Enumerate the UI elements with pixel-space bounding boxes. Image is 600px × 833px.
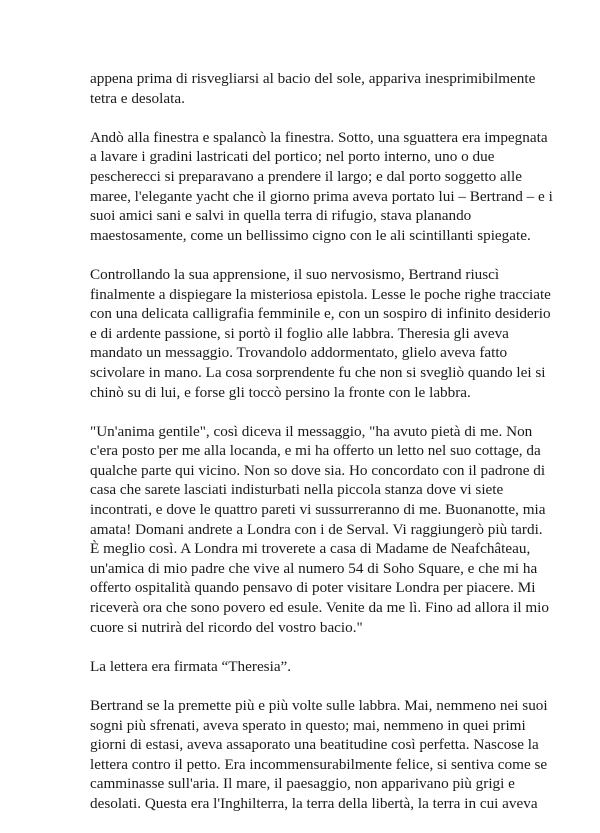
text-line: appena prima di risvegliarsi al bacio del sole, appariva inesprimibilmente (90, 70, 536, 87)
text-line: È meglio così. A Londra mi troverete a casa di Madame de Neafchâteau, (90, 540, 531, 558)
text-line: casa che sarete lasciati indisturbati nella piccola stanza dove vi siete (90, 481, 504, 499)
text-line: sogni più sfrenati, aveva sperato in questo; mai, nemmeno in quei primi (90, 716, 526, 734)
paragraph (90, 696, 548, 814)
text-line: con una delicata calligrafia femminile e, con un sospiro di infinito desiderio (90, 305, 551, 323)
document-body (90, 69, 553, 833)
text-line: mandato un messaggio. Trovandolo addormentato, glielo aveva fatto (90, 344, 508, 362)
text-line: Controllando la sua apprensione, il suo nervosismo, Bertrand riuscì (90, 265, 500, 283)
text-line: Bertrand se la premette più e più volte sulle labbra. Mai, nemmeno nei suoi (90, 697, 548, 714)
text-line: un'amica di mio padre che vive al numero 54 di Soho Square, e che mi ha (90, 559, 538, 577)
text-line: amata! Domani andrete a Londra con i de Serval. Vi raggiungerò più tardi. (90, 520, 543, 538)
text-line: offerto ospitalità quando pensavo di poter visitare Londra per piacere. Mi (90, 579, 536, 597)
text-line: a lavare i gradini lastricati del portico; nel porto interno, uno o due (90, 148, 495, 166)
text-line: maestosamente, come un bellissimo cigno con le ali scintillanti spiegate. (90, 226, 531, 244)
text-line: maree, l'elegante yacht che il giorno prima aveva portato lui – Bertrand – e i (90, 187, 553, 205)
paragraph (90, 69, 536, 108)
text-line: c'era posto per me alla locanda, e mi ha offerto un letto nel suo cottage, da (90, 442, 541, 460)
text-line: pescherecci si preparavano a prendere il largo; e dal porto soggetto alle (90, 167, 522, 185)
text-line: suoi amici sani e salvi in quella terra di rifugio, stava planando (90, 207, 472, 225)
paragraph (90, 128, 553, 246)
paragraph (90, 265, 551, 402)
text-line: riceverà ora che sono povero ed esule. Venite da me lì. Fino ad allora il mio (90, 599, 549, 617)
text-line: lettera contro il petto. Era incommensurabilmente felice, si sentiva come se (90, 755, 548, 773)
paragraph (90, 657, 512, 677)
text-line: e di ardente passione, si portò il foglio alle labbra. Theresia gli aveva (90, 324, 509, 342)
text-line: cuore si nutrirà del ricordo del vostro bacio." (90, 618, 363, 636)
text-line: qualche parte qui vicino. Non so dove sia. Ho concordato con il padrone di (90, 461, 546, 479)
text-line: giorni di estasi, aveva assaporato una beatitudine così perfetta. Nascose la (90, 736, 539, 754)
text-line: chinò su di lui, e forse gli toccò persino la fronte con le labbra. (90, 383, 471, 401)
text-line: camminasse sull'aria. Il mare, il paesaggio, non apparivano più grigi e (90, 775, 515, 793)
text-line: finalmente a dispiegare la misteriosa epistola. Lesse le poche righe tracciate (90, 285, 551, 303)
text-line: La lettera era firmata “Theresia”. (90, 657, 292, 675)
text-line: tetra e desolata. (90, 89, 185, 107)
text-line: "Un'anima gentile", così diceva il messaggio, "ha avuto pietà di me. Non (90, 422, 533, 440)
paragraph (90, 422, 549, 638)
text-line: incontrati, e dove le quattro pareti vi sussurreranno di me. Buonanotte, mia (90, 501, 546, 519)
text-line: scivolare in mano. La cosa sorprendente fu che non si svegliò quando lei si (90, 363, 546, 381)
text-line: desolati. Questa era l'Inghilterra, la terra della libertà, la terra in cui aveva (90, 794, 538, 812)
text-line: Andò alla finestra e spalancò la finestra. Sotto, una sguattera era impegnata (90, 128, 548, 146)
